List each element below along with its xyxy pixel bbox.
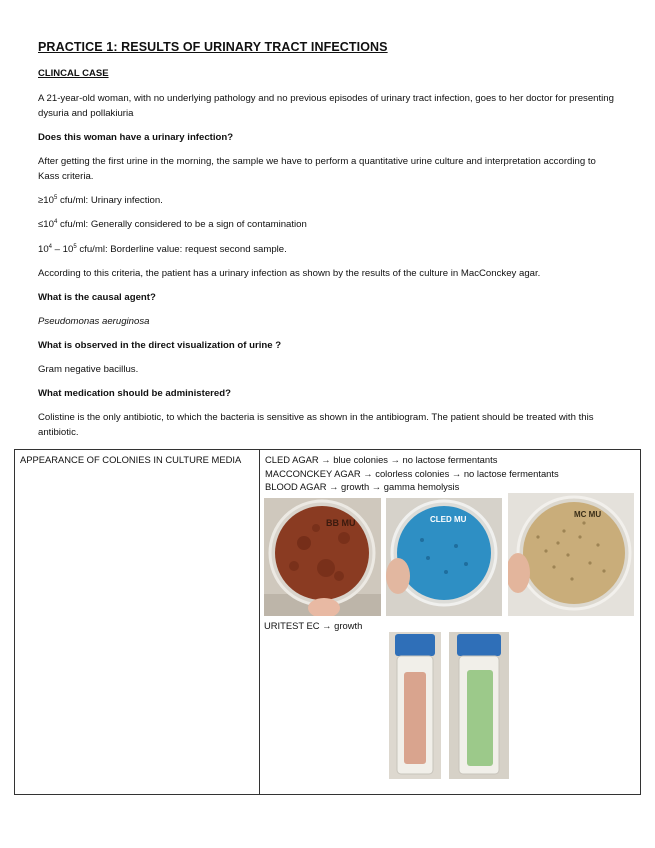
question-3: What is observed in the direct visualization of urine ? <box>38 340 282 351</box>
blood-plate-label: BB MU <box>326 518 356 528</box>
cled-plate-label: CLED MU <box>430 515 467 524</box>
uritest-result: URITEST EC → growth <box>264 620 363 631</box>
criterion-1: $\ge 10^5$ cfu/ml: Urinary infection. <box>38 194 163 206</box>
blood-result: BLOOD AGAR → growth → gamma hemolysis <box>265 481 460 492</box>
criterion-2: $\le 10^4$ cfu/ml: Generally considered to be a sign of contamination <box>38 218 307 230</box>
blood-agar-photo <box>264 498 381 616</box>
page-title: PRACTICE 1: RESULTS OF URINARY TRACT INFECTIONS <box>38 40 388 54</box>
answer-4: Colistine is the only antibiotic, to which the bacteria is sensitive as shown in the antibiogram. The patient should be treated with this antibiotic. <box>38 412 594 438</box>
uritest-tube-pink-photo <box>389 632 441 779</box>
mac-plate-label: MC MU <box>574 510 602 519</box>
uritest-tube-green-photo <box>449 632 509 779</box>
criteria-conclusion: According to this criteria, the patient has a urinary infection as shown by the results of the culture in MacConckey agar. <box>38 268 541 279</box>
criterion-3: $10^4 - 10^5$ cfu/ml: Borderline value: request second sample. <box>38 243 287 255</box>
question-2: What is the causal agent? <box>38 292 156 303</box>
question-1: Does this woman have a urinary infection? <box>38 132 234 143</box>
cled-result: CLED AGAR → blue colonies → no lactose fermentants <box>265 454 498 465</box>
case-text: A 21-year-old woman, with no underlying pathology and no previous episodes of urinary tract infection, goes to her doctor for presenting dysuria and pollakiuria <box>38 93 614 119</box>
answer-3: Gram negative bacillus. <box>38 364 139 375</box>
answer-1: After getting the first urine in the morning, the sample we have to perform a quantitative urine culture and interpretation according to Kass criteria. <box>38 156 596 182</box>
cled-agar-photo <box>386 498 502 616</box>
section-heading: CLINCAL CASE <box>38 68 109 79</box>
table-left-header: APPEARANCE OF COLONIES IN CULTURE MEDIA <box>15 450 260 795</box>
macconckey-agar-photo <box>508 493 634 616</box>
macconckey-result: MACCONCKEY AGAR → colorless colonies → no lactose fermentants <box>265 467 559 479</box>
answer-2: Pseudomonas aeruginosa <box>38 316 150 327</box>
question-4: What medication should be administered? <box>38 388 231 399</box>
